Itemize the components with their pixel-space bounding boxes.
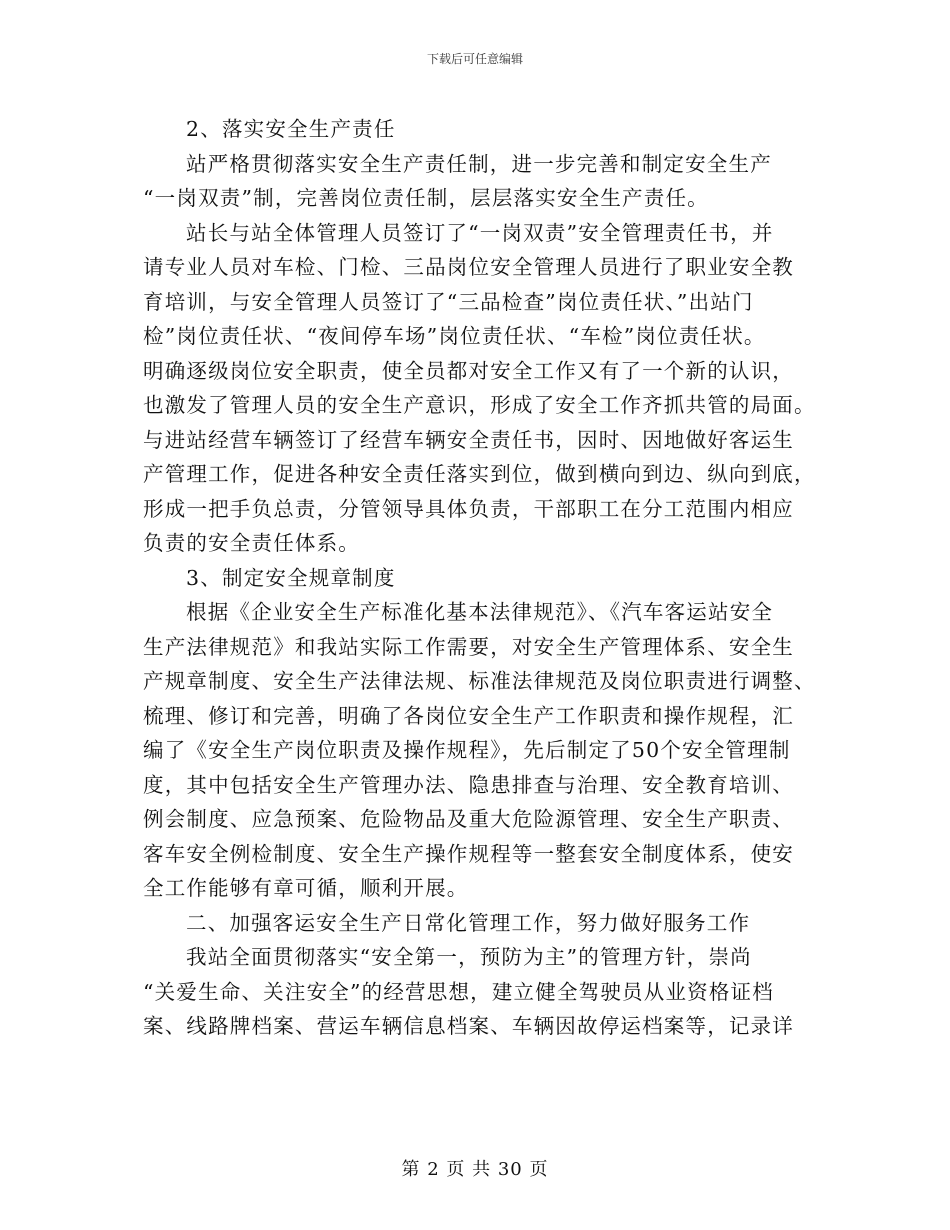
text-line: 编了《安全生产岗位职责及操作规程》，先后制定了50个安全管理制: [143, 738, 791, 762]
text-line: 站长与站全体管理人员签订了“一岗双责”安全管理责任书，并: [186, 220, 774, 245]
text-line: 请专业人员对车检、门检、三品岗位安全管理人员进行了职业安全教: [143, 255, 794, 279]
page-header: 下载后可任意编辑: [426, 52, 523, 66]
text-line: 形成一把手负总责，分管领导具体负责，干部职工在分工范围内相应: [143, 496, 794, 521]
text-line: 梳理、修订和完善，明确了各岗位安全生产工作职责和操作规程，汇: [143, 703, 794, 728]
text-line: 与进站经营车辆签订了经营车辆安全责任书，因时、因地做好客运生: [143, 427, 794, 452]
text-line: 产管理工作，促进各种安全责任落实到位，做到横向到边、纵向到底，: [143, 462, 816, 486]
document-body: [143, 112, 816, 1044]
text-line: 全工作能够有章可循，顺利开展。: [143, 876, 469, 900]
text-line: 也激发了管理人员的安全生产意识，形成了安全工作齐抓共管的局面。: [143, 393, 816, 417]
text-line: 度，其中包括安全生产管理办法、隐患排查与治理、安全教育培训、: [143, 772, 794, 797]
text-line: 客车安全例检制度、安全生产操作规程等一整套安全制度体系，使安: [143, 841, 794, 866]
text-line: 产规章制度、安全生产法律法规、标准法律规范及岗位职责进行调整、: [143, 669, 816, 693]
text-line: 例会制度、应急预案、危险物品及重大危险源管理、安全生产职责、: [143, 807, 794, 831]
text-line: 2、落实安全生产责任: [186, 117, 396, 141]
text-line: 案、线路牌档案、营运车辆信息档案、车辆因故停运档案等，记录详: [143, 1014, 794, 1038]
text-line: 我站全面贯彻落实“安全第一，预防为主”的管理方针，崇尚: [186, 945, 752, 969]
text-line: 二、加强客运安全生产日常化管理工作，努力做好服务工作: [186, 910, 751, 935]
page-footer: 第 2 页 共 30 页: [401, 1159, 549, 1180]
text-line: 3、制定安全规章制度: [186, 565, 396, 590]
text-line: 根据《企业安全生产标准化基本法律规范》、《汽车客运站安全: [186, 600, 774, 624]
text-line: 育培训，与安全管理人员签订了“三品检查”岗位责任状、”出站门: [143, 289, 754, 314]
text-line: 生产法律规范》和我站实际工作需要，对安全生产管理体系、安全生: [143, 634, 794, 659]
text-line: 负责的安全责任体系。: [143, 531, 360, 555]
text-line: 明确逐级岗位安全职责，使全员都对安全工作又有了一个新的认识，: [143, 358, 794, 383]
text-line: “一岗双责”制，完善岗位责任制，层层落实安全生产责任。: [143, 186, 709, 210]
text-line: 检”岗位责任状、“夜间停车场”岗位责任状、“车检”岗位责任状。: [143, 324, 766, 348]
text-line: 站严格贯彻落实安全生产责任制，进一步完善和制定安全生产: [186, 151, 772, 176]
text-line: “关爱生命、关注安全”的经营思想，建立健全驾驶员从业资格证档: [143, 979, 774, 1004]
